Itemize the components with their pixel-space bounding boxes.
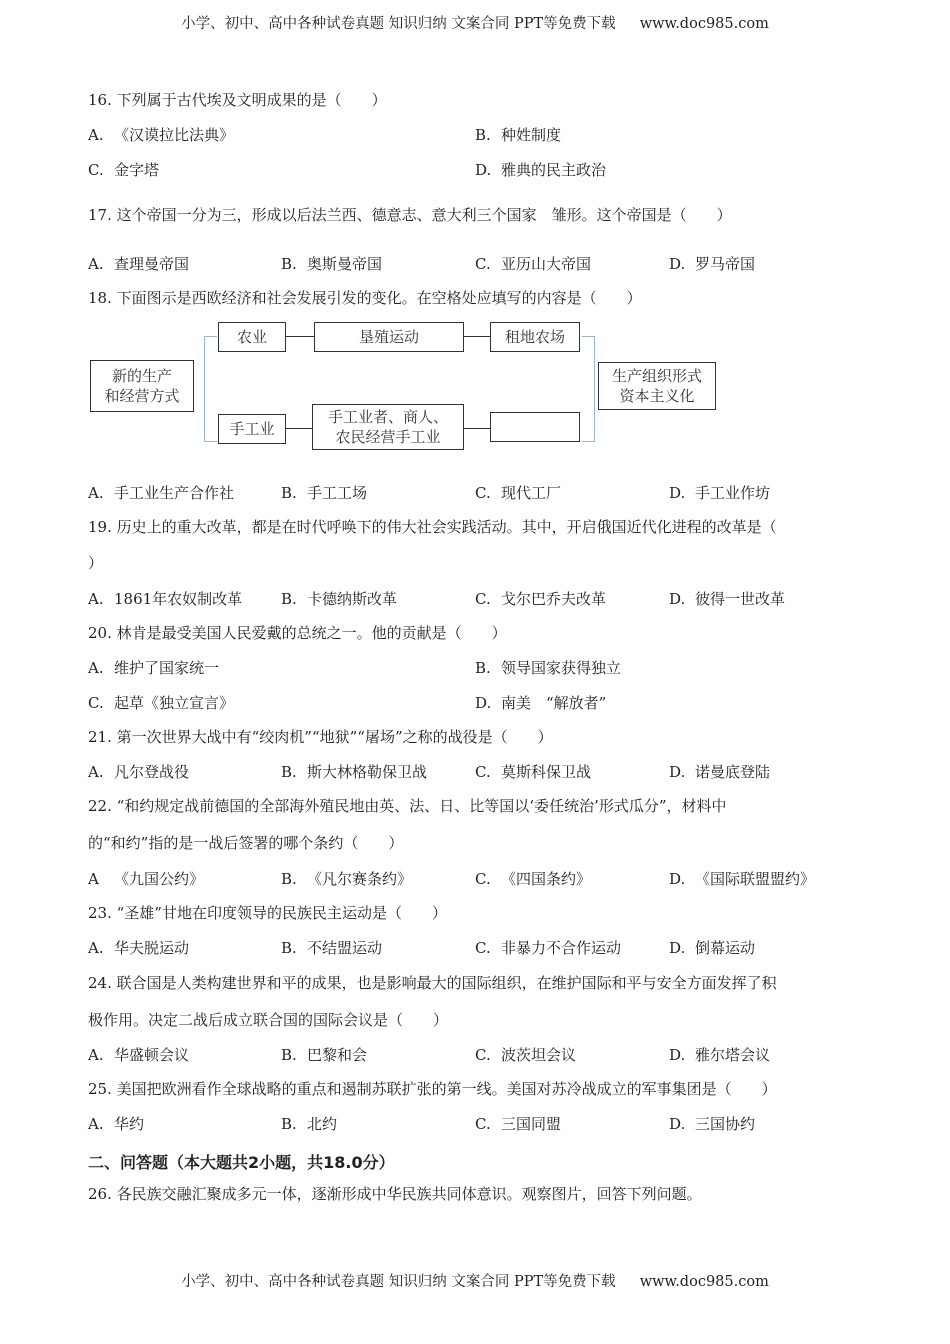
q25-stem: 25. 美国把欧洲看作全球战略的重点和遏制苏联扩张的第一线。美国对苏冷战成立的军事集团是（ ）: [88, 1080, 777, 1098]
q19-option-c: C. 戈尔巴乔夫改革: [475, 590, 607, 608]
q20-option-a: A. 维护了国家统一: [88, 659, 220, 677]
q22-option-b: B. 《凡尔赛条约》: [281, 870, 413, 888]
q19-option-a: A. 1861年农奴制改革: [88, 590, 243, 608]
footer-site[interactable]: www.doc985.com: [639, 1274, 769, 1290]
q24-option-d: D. 雅尔塔会议: [669, 1046, 771, 1064]
q16-option-d: D. 雅典的民主政治: [475, 161, 607, 179]
diagram-blank-box: [490, 412, 580, 442]
q22-stem: 22. “和约规定战前德国的全部海外殖民地由英、法、日、比等国以‘委任统治’形式瓜分”，材料中: [88, 797, 727, 815]
page-header: [0, 12, 950, 33]
diagram-connector: [464, 428, 490, 429]
q20-stem: 20. 林肯是最受美国人民爱戴的总统之一。他的贡献是（ ）: [88, 624, 507, 642]
diagram-left-bracket: [204, 336, 217, 442]
q24-option-a: A. 华盛顿会议: [88, 1046, 190, 1064]
q22-option-d: D. 《国际联盟盟约》: [669, 870, 816, 888]
diagram-right-box: 生产组织形式 资本主义化: [598, 362, 716, 410]
q16-option-b: B. 种姓制度: [475, 126, 562, 144]
section-title: 二、问答题（本大题共2小题，共18.0分）: [88, 1153, 395, 1172]
q20-option-c: C. 起草《独立宣言》: [88, 694, 235, 712]
q21-option-a: A. 凡尔登战役: [88, 763, 190, 781]
q16-option-a: A. 《汉谟拉比法典》: [88, 126, 235, 144]
q23-option-c: C. 非暴力不合作运动: [475, 939, 622, 957]
q19-stem: 19. 历史上的重大改革，都是在时代呼唤下的伟大社会实践活动。其中，开启俄国近代化进程的改革是（: [88, 518, 777, 536]
q17-stem: 17. 这个帝国一分为三，形成以后法兰西、德意志、意大利三个国家 雏形。这个帝国是（ ）: [88, 206, 732, 224]
q19-option-b: B. 卡德纳斯改革: [281, 590, 398, 608]
diagram-connector: [286, 428, 312, 429]
q23-option-b: B. 不结盟运动: [281, 939, 383, 957]
q22-stem-cont: 的“和约”指的是一战后签署的哪个条约（ ）: [88, 834, 404, 852]
q18-stem: 18. 下面图示是西欧经济和社会发展引发的变化。在空格处应填写的内容是（ ）: [88, 289, 642, 307]
q17-option-c: C. 亚历山大帝国: [475, 255, 592, 273]
q24-option-b: B. 巴黎和会: [281, 1046, 368, 1064]
q22-option-a: A 《九国公约》: [88, 870, 205, 888]
q20-option-b: B. 领导国家获得独立: [475, 659, 622, 677]
q21-option-d: D. 诺曼底登陆: [669, 763, 771, 781]
q23-option-a: A. 华夫脱运动: [88, 939, 190, 957]
q26-stem: 26. 各民族交融汇聚成多元一体，逐渐形成中华民族共同体意识。观察图片，回答下列问题。: [88, 1185, 702, 1203]
q22-option-c: C. 《四国条约》: [475, 870, 592, 888]
q24-option-c: C. 波茨坦会议: [475, 1046, 577, 1064]
q25-option-c: C. 三国同盟: [475, 1115, 562, 1133]
q17-option-a: A. 查理曼帝国: [88, 255, 190, 273]
q18-option-d: D. 手工业作坊: [669, 484, 771, 502]
q18-option-b: B. 手工工场: [281, 484, 368, 502]
diagram-artisans-box: 手工业者、商人、 农民经营手工业: [312, 404, 464, 450]
page-footer: [0, 1270, 950, 1291]
header-text: 小学、初中、高中各种试卷真题 知识归纳 文案合同 PPT等免费下载: [181, 16, 616, 32]
diagram-right-bracket: [582, 336, 595, 442]
diagram-connector: [464, 336, 490, 337]
q23-stem: 23. “圣雄”甘地在印度领导的民族民主运动是（ ）: [88, 904, 447, 922]
q18-option-c: C. 现代工厂: [475, 484, 562, 502]
q16-stem: 16. 下列属于古代埃及文明成果的是（ ）: [88, 91, 387, 109]
diagram-reclamation-box: 垦殖运动: [314, 322, 464, 352]
q25-option-a: A. 华约: [88, 1115, 145, 1133]
header-site[interactable]: www.doc985.com: [639, 16, 769, 32]
diagram-left-box: 新的生产 和经营方式: [90, 360, 194, 412]
q21-option-c: C. 莫斯科保卫战: [475, 763, 592, 781]
q24-stem: 24. 联合国是人类构建世界和平的成果，也是影响最大的国际组织，在维护国际和平与安全方面发挥了积: [88, 974, 777, 992]
footer-text: 小学、初中、高中各种试卷真题 知识归纳 文案合同 PPT等免费下载: [181, 1274, 616, 1290]
q21-option-b: B. 斯大林格勒保卫战: [281, 763, 428, 781]
q20-option-d: D. 南美 “解放者”: [475, 694, 607, 712]
q18-option-a: A. 手工业生产合作社: [88, 484, 235, 502]
q21-stem: 21. 第一次世界大战中有“绞肉机”“地狱”“屠场”之称的战役是（ ）: [88, 728, 553, 746]
q24-stem-cont: 极作用。决定二战后成立联合国的国际会议是（ ）: [88, 1011, 449, 1029]
q23-option-d: D. 倒幕运动: [669, 939, 756, 957]
diagram-handicraft-box: 手工业: [218, 414, 286, 444]
q25-option-d: D. 三国协约: [669, 1115, 756, 1133]
q19-stem-cont: ）: [88, 554, 104, 572]
diagram-connector: [286, 336, 314, 337]
q17-option-d: D. 罗马帝国: [669, 255, 756, 273]
q19-option-d: D. 彼得一世改革: [669, 590, 786, 608]
q17-option-b: B. 奥斯曼帝国: [281, 255, 383, 273]
q16-option-c: C. 金字塔: [88, 161, 160, 179]
q25-option-b: B. 北约: [281, 1115, 338, 1133]
diagram-leased-farm-box: 租地农场: [490, 322, 580, 352]
diagram-agriculture-box: 农业: [218, 322, 286, 352]
